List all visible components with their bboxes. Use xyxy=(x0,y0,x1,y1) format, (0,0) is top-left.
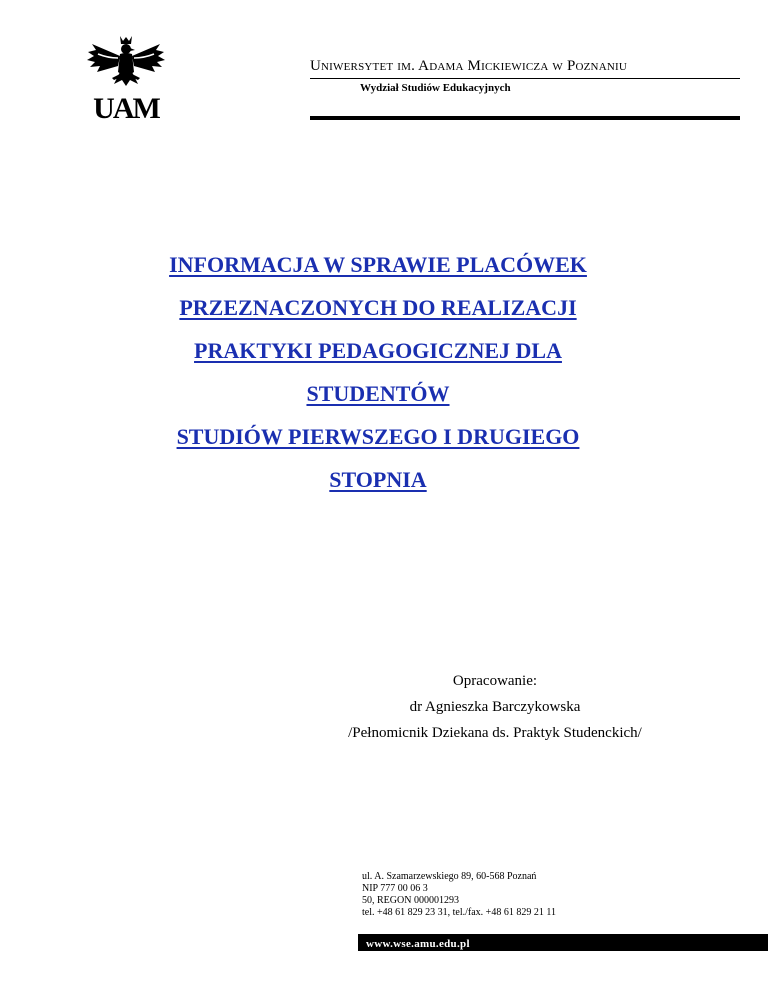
title-line: STUDIÓW PIERWSZEGO I DRUGIEGO xyxy=(176,424,580,449)
faculty-name: Wydział Studiów Edukacyjnych xyxy=(360,82,511,94)
credits-author: dr Agnieszka Barczykowska xyxy=(409,699,581,715)
credits-block xyxy=(300,668,690,746)
document-title xyxy=(40,248,716,506)
address-phone: tel. +48 61 829 23 31, tel./fax. +48 61 829 21 11 xyxy=(362,907,556,918)
header-thick-rule xyxy=(310,116,740,120)
eagle-emblem-icon xyxy=(84,34,168,122)
logo-text: UAM xyxy=(93,92,159,122)
uam-logo xyxy=(84,34,168,122)
title-line: PRZEZNACZONYCH DO REALIZACJI xyxy=(179,295,577,320)
address-regon: 50, REGON 000001293 xyxy=(362,895,459,906)
website-link[interactable]: www.wse.amu.edu.pl xyxy=(366,938,470,950)
address-nip: NIP 777 00 06 3 xyxy=(362,883,428,894)
university-name: Uniwersytet im. Adama Mickiewicza w Poznaniu xyxy=(310,58,627,74)
credits-label: Opracowanie: xyxy=(452,673,538,689)
title-line: INFORMACJA W SPRAWIE PLACÓWEK xyxy=(169,252,587,277)
credits-role: /Pełnomicnik Dziekana ds. Praktyk Studenckich/ xyxy=(348,725,642,741)
footer-bar xyxy=(358,934,768,951)
address-street: ul. A. Szamarzewskiego 89, 60-568 Poznań xyxy=(362,871,537,882)
title-line: STUDENTÓW xyxy=(306,381,450,406)
title-line: PRAKTYKI PEDAGOGICZNEJ DLA xyxy=(194,338,562,363)
header-thin-rule xyxy=(310,78,740,79)
address-block xyxy=(362,871,556,919)
title-line: STOPNIA xyxy=(329,467,427,492)
